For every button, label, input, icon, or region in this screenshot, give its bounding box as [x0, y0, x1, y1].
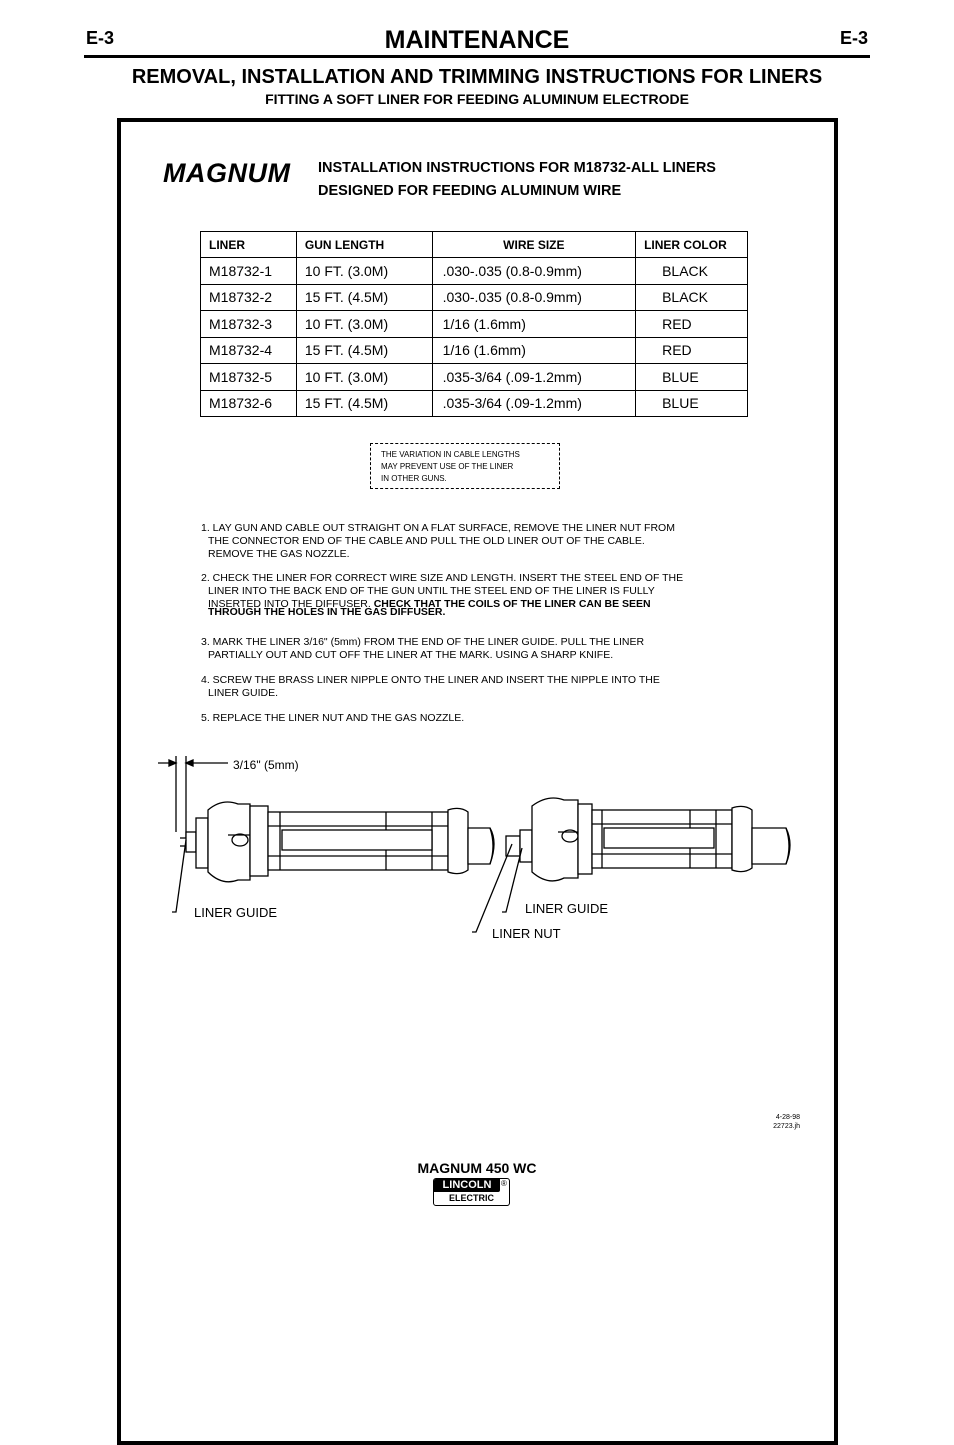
cell-wire-size: 1/16 (1.6mm) [432, 311, 635, 338]
cell-wire-size: .030-.035 (0.8-0.9mm) [432, 258, 635, 285]
cell-liner-color: RED [636, 337, 748, 364]
cell-liner: M18732-3 [201, 311, 297, 338]
cell-liner: M18732-6 [201, 390, 297, 417]
step-4 [201, 674, 660, 700]
liner-table [200, 231, 748, 417]
step-text: 5. REPLACE THE LINER NUT AND THE GAS NOZZLE. [201, 712, 465, 724]
table-row [201, 258, 748, 285]
step-text: LINER INTO THE BACK END OF THE GUN UNTIL THE STEEL END OF THE LINER IS FULLY [208, 584, 655, 597]
logo-subtitle: ELECTRIC [449, 1193, 494, 1203]
title-divider [84, 55, 870, 58]
section-subtitle: FITTING A SOFT LINER FOR FEEDING ALUMINUM ELECTRODE [265, 91, 689, 107]
step-text: LINER GUIDE. [208, 686, 279, 699]
page-code-left: E-3 [86, 28, 115, 48]
cell-liner: M18732-4 [201, 337, 297, 364]
column-header-liner: LINER [201, 232, 297, 258]
step-text: INSERTED INTO THE DIFFUSER. [208, 597, 371, 610]
lincoln-electric-logo [433, 1178, 510, 1206]
step-3 [201, 636, 644, 662]
cell-wire-size: .035-3/64 (.09-1.2mm) [432, 364, 635, 391]
logo-brand: LINCOLN [434, 1179, 500, 1192]
cell-gun-length: 15 FT. (4.5M) [296, 284, 432, 311]
step-1 [201, 522, 675, 560]
cell-liner: M18732-2 [201, 284, 297, 311]
step-text: PARTIALLY OUT AND CUT OFF THE LINER AT THE MARK. USING A SHARP KNIFE. [208, 648, 614, 661]
cell-wire-size: 1/16 (1.6mm) [432, 337, 635, 364]
cell-gun-length: 15 FT. (4.5M) [296, 337, 432, 364]
step-emphasis: THROUGH THE HOLES IN THE GAS DIFFUSER. [208, 606, 446, 619]
revision-date: 4-28-98 [775, 1114, 800, 1121]
table-row [201, 284, 748, 311]
cell-liner-color: BLUE [636, 390, 748, 417]
step-2 [201, 572, 683, 619]
column-header-liner-color: LINER COLOR [636, 232, 748, 258]
step-text: THE CONNECTOR END OF THE CABLE AND PULL THE OLD LINER OUT OF THE CABLE. [208, 534, 645, 547]
cell-gun-length: 10 FT. (3.0M) [296, 311, 432, 338]
cell-liner-color: BLACK [636, 284, 748, 311]
cell-wire-size: .035-3/64 (.09-1.2mm) [432, 390, 635, 417]
cell-gun-length: 15 FT. (4.5M) [296, 390, 432, 417]
step-text: 1. LAY GUN AND CABLE OUT STRAIGHT ON A FLAT SURFACE, REMOVE THE LINER NUT FROM [201, 522, 675, 534]
cell-wire-size: .030-.035 (0.8-0.9mm) [432, 284, 635, 311]
cell-liner-color: BLUE [636, 364, 748, 391]
table-row [201, 364, 748, 391]
table-row [201, 337, 748, 364]
step-5 [201, 712, 464, 725]
cell-liner: M18732-5 [201, 364, 297, 391]
column-header-wire-size: WIRE SIZE [432, 232, 635, 258]
note-line: IN OTHER GUNS. [381, 474, 447, 483]
cell-gun-length: 10 FT. (3.0M) [296, 258, 432, 285]
column-header-gun-length: GUN LENGTH [296, 232, 432, 258]
cell-gun-length: 10 FT. (3.0M) [296, 364, 432, 391]
table-header-row [201, 232, 748, 258]
step-text: 2. CHECK THE LINER FOR CORRECT WIRE SIZE AND LENGTH. INSERT THE STEEL END OF THE [201, 572, 684, 584]
callout-liner-nut: LINER NUT [492, 926, 561, 941]
page-code-right: E-3 [840, 28, 869, 48]
step-text: REMOVE THE GAS NOZZLE. [208, 547, 350, 560]
table-row [201, 390, 748, 417]
callout-liner-guide-left: LINER GUIDE [194, 905, 278, 920]
table-row [201, 311, 748, 338]
cell-liner: M18732-1 [201, 258, 297, 285]
instructions-heading-line2: DESIGNED FOR FEEDING ALUMINUM WIRE [318, 183, 622, 199]
step-text: 3. MARK THE LINER 3/16" (5mm) FROM THE END OF THE LINER GUIDE. PULL THE LINER [201, 636, 645, 648]
revision-code: 22723.jh [773, 1123, 800, 1130]
magnum-brand-logo: MAGNUM [163, 158, 291, 188]
cell-liner-color: RED [636, 311, 748, 338]
step-emphasis: CHECK THAT THE COILS OF THE LINER CAN BE SEEN [373, 597, 651, 610]
cell-liner-color: BLACK [636, 258, 748, 285]
left-gun-assembly [180, 802, 494, 882]
callout-liner-guide-right: LINER GUIDE [525, 901, 609, 916]
note-line: MAY PREVENT USE OF THE LINER [381, 462, 514, 471]
note-line: THE VARIATION IN CABLE LENGTHS [381, 450, 520, 459]
dimension-label: 3/16" (5mm) [233, 758, 299, 772]
step-text: 4. SCREW THE BRASS LINER NIPPLE ONTO THE LINER AND INSERT THE NIPPLE INTO THE [201, 674, 660, 686]
section-title: REMOVAL, INSTALLATION AND TRIMMING INSTRUCTIONS FOR LINERS [131, 66, 823, 88]
registered-mark: ® [501, 1179, 507, 1188]
gun-liner-diagram [150, 740, 810, 960]
instructions-heading-line1: INSTALLATION INSTRUCTIONS FOR M18732-ALL LINERS [318, 160, 716, 176]
page-title: MAINTENANCE [384, 26, 570, 54]
right-gun-assembly [506, 798, 790, 881]
footer-model-name: MAGNUM 450 WC [417, 1160, 537, 1176]
